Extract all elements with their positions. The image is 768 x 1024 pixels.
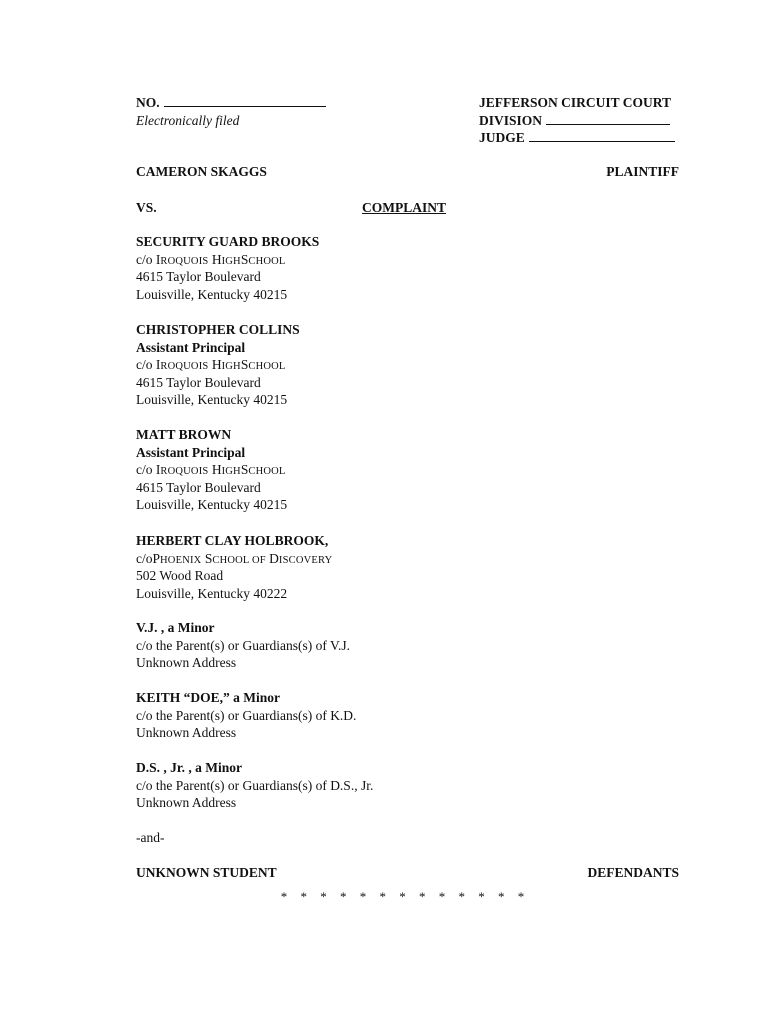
minor-defendant-block: [136, 759, 536, 812]
defendant-school-line: c/o IROQUOIS HIGHSCHOOL: [136, 251, 286, 267]
defendant-name: MATT BROWN: [136, 427, 232, 442]
plaintiff-row: [136, 163, 679, 181]
judge-label: JUDGE: [479, 130, 525, 145]
defendant-city: Louisville, Kentucky 40215: [136, 286, 288, 302]
defendant-block: [136, 532, 536, 602]
judge-blank: [529, 129, 675, 142]
section-divider-stars: * * * * * * * * * * * * *: [280, 889, 530, 904]
defendant-street: 4615 Taylor Boulevard: [136, 374, 261, 390]
defendant-title: Assistant Principal: [136, 339, 246, 355]
minor-care-of: c/o the Parent(s) or Guardians(s) of V.J.: [136, 637, 350, 653]
unknown-student-name: UNKNOWN STUDENT: [136, 865, 277, 880]
minor-defendant-block: [136, 689, 536, 742]
minor-care-of: c/o the Parent(s) or Guardians(s) of D.S., Jr.: [136, 777, 374, 793]
school-name: IROQUOIS HIGHSCHOOL: [155, 251, 286, 267]
defendant-school-line: c/o IROQUOIS HIGHSCHOOL: [136, 357, 286, 372]
plaintiff-role: PLAINTIFF: [606, 164, 679, 179]
court-name: JEFFERSON CIRCUIT COURT: [479, 95, 672, 110]
case-number-blank: [164, 94, 326, 107]
defendant-block: [136, 233, 536, 303]
minor-care-of: c/o the Parent(s) or Guardians(s) of K.D.: [136, 707, 357, 723]
defendant-street: 502 Wood Road: [136, 568, 224, 583]
minor-defendant-block: [136, 619, 536, 672]
minor-address: Unknown Address: [136, 725, 237, 740]
defendants-row: [136, 864, 679, 882]
minor-name: V.J. , a Minor: [136, 620, 215, 635]
complaint-title: COMPLAINT: [362, 200, 446, 215]
and-text: -and-: [136, 830, 165, 845]
defendant-city: Louisville, Kentucky 40222: [136, 585, 288, 601]
defendant-block: [136, 321, 536, 409]
defendant-street: 4615 Taylor Boulevard: [136, 479, 261, 495]
division-label: DIVISION: [479, 112, 543, 128]
defendant-name: CHRISTOPHER COLLINS: [136, 322, 300, 337]
defendant-name: SECURITY GUARD BROOKS: [136, 234, 320, 249]
defendant-title: Assistant Principal: [136, 444, 246, 460]
electronic-filing-note: Electronically filed: [136, 112, 240, 128]
and-separator: [136, 829, 536, 847]
minor-name: KEITH “DOE,” a Minor: [136, 690, 281, 705]
defendant-school-line: c/oPHOENIX SCHOOL OF DISCOVERY: [136, 550, 333, 566]
versus-label: VS.: [136, 200, 157, 215]
defendant-city: Louisville, Kentucky 40215: [136, 497, 288, 512]
case-number-label: NO.: [136, 95, 160, 110]
plaintiff-name: CAMERON SKAGGS: [136, 164, 267, 179]
defendant-school-line: c/o IROQUOIS HIGHSCHOOL: [136, 462, 286, 477]
school-name: IROQUOIS HIGHSCHOOL: [155, 357, 286, 372]
court-block: [479, 94, 699, 147]
school-name: IROQUOIS HIGHSCHOOL: [155, 462, 286, 477]
vs-row: [136, 199, 679, 217]
division-blank: [546, 112, 670, 125]
minor-name: D.S. , Jr. , a Minor: [136, 760, 243, 775]
case-number-block: [136, 94, 396, 129]
defendant-name: HERBERT CLAY HOLBROOK,: [136, 533, 329, 548]
defendant-city: Louisville, Kentucky 40215: [136, 392, 288, 407]
defendant-block: [136, 426, 536, 514]
division-line: [479, 112, 699, 130]
minor-address: Unknown Address: [136, 795, 237, 810]
judge-line: [479, 129, 699, 147]
case-number-line: [136, 94, 396, 112]
minor-address: Unknown Address: [136, 655, 237, 670]
defendant-street: 4615 Taylor Boulevard: [136, 269, 261, 284]
defendants-role: DEFENDANTS: [587, 865, 679, 880]
school-name: PHOENIX SCHOOL OF DISCOVERY: [152, 550, 333, 566]
